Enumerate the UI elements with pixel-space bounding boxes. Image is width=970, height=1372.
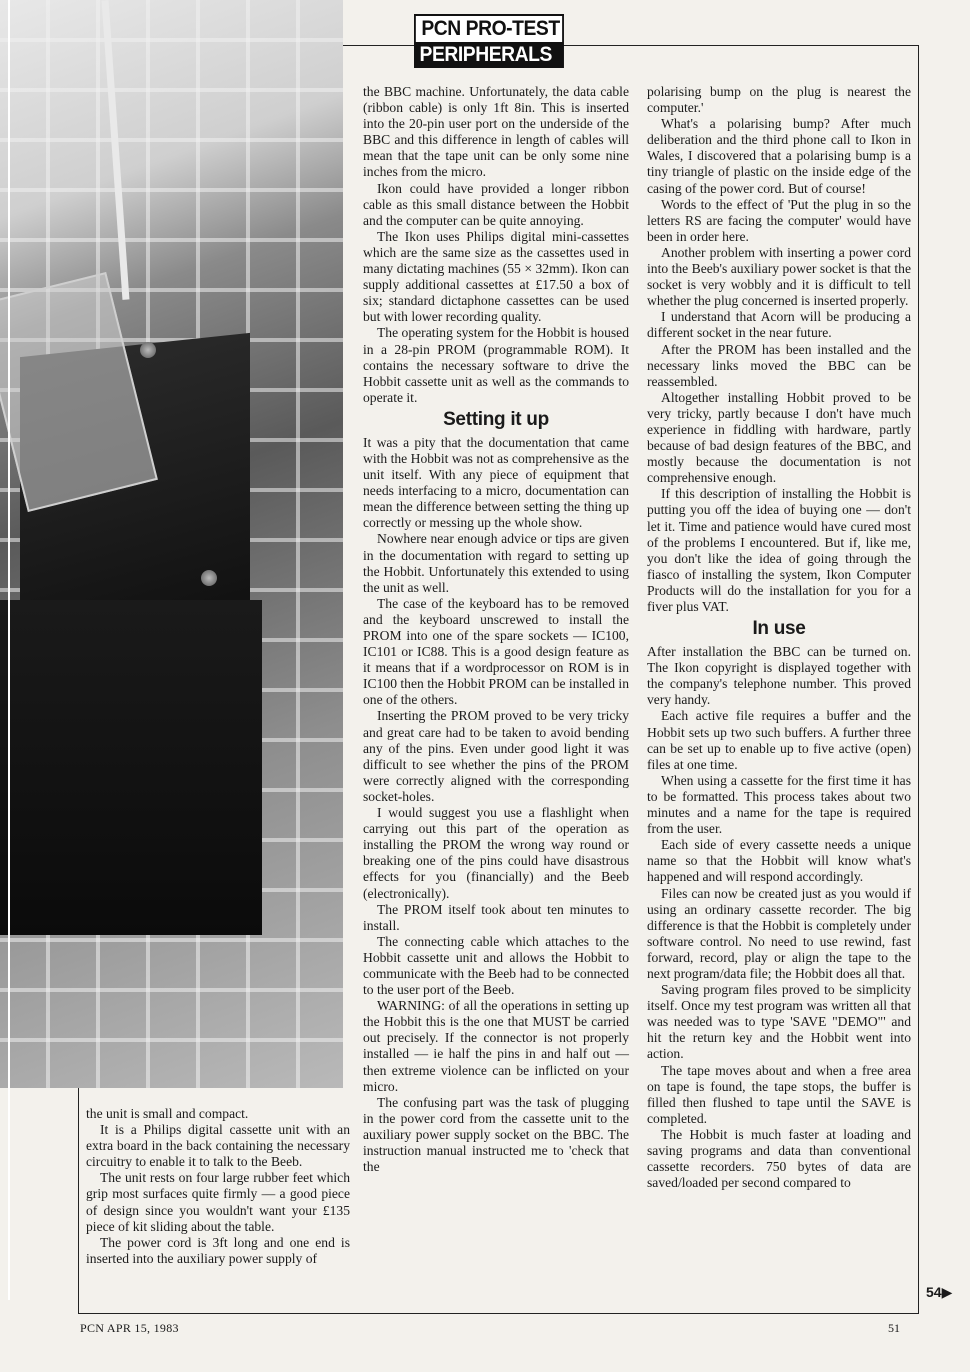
frame-rule-bottom xyxy=(78,1313,919,1314)
photo-cable xyxy=(102,0,130,300)
product-photo xyxy=(0,0,343,1088)
paragraph: When using a cassette for the first time it has to be formatted. This process takes about two minutes and a name for the tape is required from the user. xyxy=(647,772,911,837)
photo-screw xyxy=(201,570,217,586)
paragraph: The Hobbit is much faster at loading and saving programs and data than conventional cassette recorders. 750 bytes of data are saved/loaded per second compared to xyxy=(647,1126,911,1191)
frame-rule-left xyxy=(78,1088,79,1314)
photo-screw xyxy=(140,342,156,358)
footer-publication-date: PCN APR 15, 1983 xyxy=(80,1321,179,1335)
section-heading-setting-it-up: Setting it up xyxy=(443,408,549,430)
paragraph: After installation the BBC can be turned on. The Ikon copyright is displayed together with the company's telephone number. This proved very handy. xyxy=(647,644,911,708)
paragraph: The operating system for the Hobbit is housed in a 28-pin PROM (programmable ROM). It contains the necessary software to drive the Hobbit cassette unit as well as the commands to operate it. xyxy=(363,325,629,405)
paragraph: The unit rests on four large rubber feet which grip most surfaces quite firmly — a good piece of design since you wouldn't want your £135 piece of kit sliding about the table. xyxy=(86,1170,350,1234)
frame-rule-right xyxy=(918,45,919,1313)
paragraph: Words to the effect of 'Put the plug in so the letters RS are facing the computer' would have been in order here. xyxy=(647,196,911,244)
paragraph: The Ikon uses Philips digital mini-cassettes which are the same size as the cassettes used in many dictating machines (55 × 32mm). Ikon can supply additional cassettes at £17.50 a box of six; standard dictaphone cassettes can be used but with lower recording quality. xyxy=(363,228,629,325)
section-banner xyxy=(414,14,577,68)
paragraph: Each side of every cassette needs a unique name so that the Hobbit will know what's happened and will respond accordingly. xyxy=(647,837,911,885)
paragraph: I would suggest you use a flashlight when carrying out this part of the operation as installing the PROM the wrong way round or breaking one of the pins could have disastrous effects for you (financially) and the Beeb (electronically). xyxy=(363,805,629,901)
paragraph: Each active file requires a buffer and the Hobbit sets up two such buffers. A further three can be set up to enable up to five active (open) files at one time. xyxy=(647,708,911,772)
photo-cassette xyxy=(0,272,158,512)
paragraph: WARNING: of all the operations in setting up the Hobbit this is the one that MUST be carried out precisely. If the connector is not properly installed — ie half the pins in and half out — then extreme violence can be inflicted on your micro. xyxy=(363,998,629,1094)
paragraph: If this description of installing the Hobbit is putting you off the idea of buying one — don't let it. Time and patience would have cured most of the problems I encountered. But if, like me, you don't like the idea of going through the fiasco of installing the system, Ikon Computer Products will do the installation for you for a fiver plus VAT. xyxy=(647,486,911,614)
paragraph: Inserting the PROM proved to be very tricky and great care had to be taken to avoid bending any of the pins. Even under good light it was difficult to see whether the pins of the PROM were correctly aligned with the corresponding socket-holes. xyxy=(363,708,629,804)
paragraph: Files can now be created just as you would if using an ordinary cassette recorder. The big difference is that the Hobbit is completely under software control. No need to use rewind, fast forward, record, play or align the tape to the next program/data file; the Hobbit does all that. xyxy=(647,885,911,981)
paragraph: the unit is small and compact. xyxy=(86,1106,249,1121)
banner-title: PCN PRO-TEST xyxy=(414,14,564,42)
photo-device-body xyxy=(0,600,262,935)
article-column-3 xyxy=(647,84,911,1191)
paragraph: The connecting cable which attaches to the Hobbit cassette unit and allows the Hobbit to communicate with the Beeb had to be connected to the user port of the Beeb. xyxy=(363,933,629,998)
page-number: 51 xyxy=(888,1321,900,1335)
paragraph: It is a Philips digital cassette unit with an extra board in the back containing the necessary circuitry to enable it to talk to the Beeb. xyxy=(86,1122,350,1170)
article-column-2 xyxy=(363,84,629,1175)
paragraph: Nowhere near enough advice or tips are given in the documentation with regard to setting up the Hobbit. Unfortunately this extended to using the unit as well. xyxy=(363,531,629,595)
page-fold xyxy=(8,0,10,1300)
paragraph: The confusing part was the task of plugging in the power cord from the cassette unit to the auxiliary power supply socket on the BBC. The instruction manual instructed me to 'check that the xyxy=(363,1094,629,1175)
paragraph: The tape moves about and when a free area on tape is found, the tape stops, the buffer is filled then flushed to tape until the SAVE is completed. xyxy=(647,1062,911,1126)
paragraph: It was a pity that the documentation that came with the Hobbit was not as comprehensive as the unit itself. With any piece of equipment that needs interfacing to a micro, documentation can mean the difference between setting the thing up correctly or messing up the whole show. xyxy=(363,434,629,531)
continued-marker: 54▶ xyxy=(926,1284,953,1300)
article-column-1 xyxy=(86,1106,350,1267)
section-heading-in-use: In use xyxy=(752,618,806,640)
paragraph: Saving program files proved to be simplicity itself. Once my test program was written all that was needed was to type 'SAVE "DEMO"' and hit the return key and the Hobbit went into action. xyxy=(647,982,911,1062)
paragraph: polarising bump on the plug is nearest the computer.' xyxy=(647,84,911,116)
paragraph: The power cord is 3ft long and one end is inserted into the auxiliary power supply of xyxy=(86,1234,350,1266)
paragraph: The PROM itself took about ten minutes to install. xyxy=(363,901,629,933)
paragraph: I understand that Acorn will be producing a different socket in the near future. xyxy=(647,309,911,341)
paragraph: What's a polarising bump? After much deliberation and the third phone call to Ikon in Wales, I discovered that a polarising bump is a tiny triangle of plastic on the inside edge of the casing of the power cord. But of course! xyxy=(647,116,911,196)
paragraph: Ikon could have provided a longer ribbon cable as this small distance between the Hobbit and the computer can be quite annoying. xyxy=(363,180,629,228)
paragraph: the BBC machine. Unfortunately, the data cable (ribbon cable) is only 1ft 8in. This is inserted into the 20-pin user port on the underside of the BBC and this difference in length of cables will mean that the tape unit can be only some nine inches from the micro. xyxy=(363,84,629,180)
paragraph: Another problem with inserting a power cord into the Beeb's auxiliary power socket is that the socket is very wobbly and it is difficult to tell whether the plug concerned is inserted properly. xyxy=(647,244,911,309)
paragraph: After the PROM has been installed and the necessary links moved the BBC can be reassembled. xyxy=(647,341,911,389)
banner-subtitle: PERIPHERALS xyxy=(414,42,564,68)
paragraph: The case of the keyboard has to be removed and the keyboard unscrewed to install the PROM into one of the spare sockets — IC100, IC101 or IC88. This is a good design feature as it means that if a wordprocessor on ROM is in IC100 then the Hobbit PROM can be installed in one of the others. xyxy=(363,595,629,708)
paragraph: Altogether installing Hobbit proved to be very tricky, partly because I don't have much experience in fiddling with hardware, partly because of bad design features of the BBC, and mostly because the documentation is not comprehensive enough. xyxy=(647,389,911,486)
